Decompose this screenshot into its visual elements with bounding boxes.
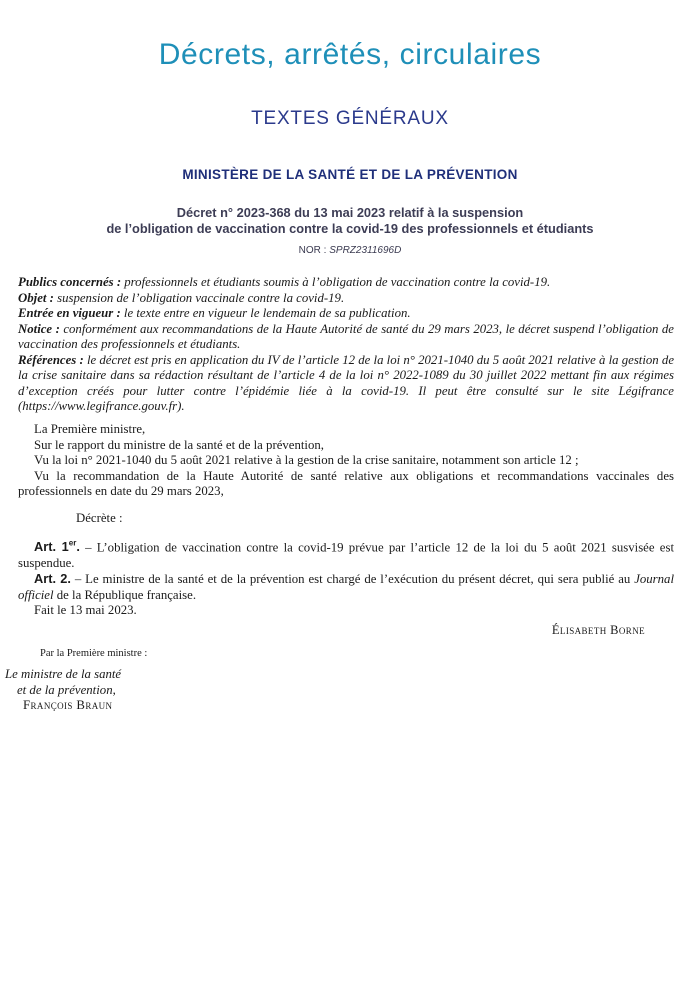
references-text: le décret est pris en application du IV de l’article 12 de la loi n° 2021-1040 du 5 août 2021 relative à la gestion de la crise sanitaire dans sa rédaction résultant de l’article 4 de la loi n° 2022-1089 du 30 juillet 2022 mettant fin aux régimes d’exception créés pour lutter contre l’épidémie liée à la covid-19. Il peut être consulté sur le site Légifrance (https://www.legifrance.gouv.fr). (18, 352, 674, 413)
objet-paragraph (18, 291, 674, 307)
decrete-line: Décrète : (76, 510, 123, 525)
article-1-text: – L’obligation de vaccination contre la covid-19 prévue par l’article 12 de la loi du 5 août 2021 susvisée est suspendue. (18, 540, 674, 570)
decree-title-line-2: de l’obligation de vaccination contre la covid-19 des professionnels et étudiants (106, 221, 594, 236)
article-1 (18, 536, 674, 571)
entree-paragraph (18, 306, 674, 322)
publics-text: professionnels et étudiants soumis à l’obligation de vaccination contre la covid-19. (121, 275, 551, 289)
decree-title-line-1: Décret n° 2023-368 du 13 mai 2023 relatif à la suspension (176, 205, 524, 220)
entree-text: le texte entre en vigueur le lendemain de sa publication. (120, 306, 411, 320)
fait-line: Fait le 13 mai 2023. (34, 603, 137, 618)
notice-text: conformément aux recommandations de la Haute Autorité de santé du 29 mars 2023, le décret suspend l’obligation de vaccination des professionnels et étudiants. (18, 321, 674, 351)
article-2-text-b: de la République française. (53, 587, 197, 602)
vu-recommandation-paragraph (18, 469, 674, 500)
premiere-ministre-line: La Première ministre, (34, 422, 146, 436)
rapport-line: Sur le rapport du ministre de la santé et de la prévention, (34, 437, 324, 452)
minister-signature-block (5, 667, 121, 714)
vu-recommandation-text: Vu la recommandation de la Haute Autorité de santé relative aux obligations et recommandations vaccinales des professionnels en date du 29 mars 2023, (18, 468, 674, 498)
decree-body (18, 422, 674, 619)
minister-name: François Braun (23, 698, 113, 712)
publics-paragraph (18, 275, 674, 291)
article-2 (18, 571, 674, 603)
entree-label: Entrée en vigueur : (18, 306, 121, 320)
nor-label: NOR : (298, 245, 327, 256)
objet-label: Objet : (18, 290, 54, 305)
vu-loi-line: Vu la loi n° 2021-1040 du 5 août 2021 relative à la gestion de la crise sanitaire, notamment son article 12 ; (34, 453, 579, 467)
ministry-heading: MINISTÈRE DE LA SANTÉ ET DE LA PRÉVENTION (182, 167, 518, 182)
minister-title-line-1: Le ministre de la santé (5, 667, 122, 681)
objet-text: suspension de l’obligation vaccinale contre la covid-19. (53, 290, 345, 305)
nor-code: SPRZ2311696D (329, 245, 402, 256)
references-label: Références : (18, 352, 84, 367)
article-1-label-sup: er (68, 539, 77, 548)
prime-minister-signature: Élisabeth Borne (551, 623, 645, 637)
par-la-premiere-ministre: Par la Première ministre : (40, 648, 148, 659)
notice-block (18, 275, 674, 415)
publication-banner: Décrets, arrêtés, circulaires (158, 38, 542, 71)
publics-label: Publics concernés : (18, 275, 122, 289)
references-paragraph (18, 353, 674, 415)
article-2-text-a: – Le ministre de la santé et de la prévention est chargé de l’exécution du présent décret, qui sera publié au (70, 572, 635, 587)
notice-label: Notice : (18, 321, 60, 336)
section-heading: TEXTES GÉNÉRAUX (251, 108, 449, 129)
article-2-label: Art. 2. (34, 571, 71, 587)
article-1-label-text: Art. 1 (34, 539, 69, 555)
journal-officiel: Journal officiel (18, 572, 674, 602)
minister-title-line-2: et de la prévention, (17, 682, 116, 697)
article-1-label (34, 539, 80, 554)
decree-title (40, 205, 660, 237)
article-1-label-dot: . (76, 539, 80, 555)
notice-paragraph (18, 322, 674, 353)
nor-reference (0, 245, 700, 256)
